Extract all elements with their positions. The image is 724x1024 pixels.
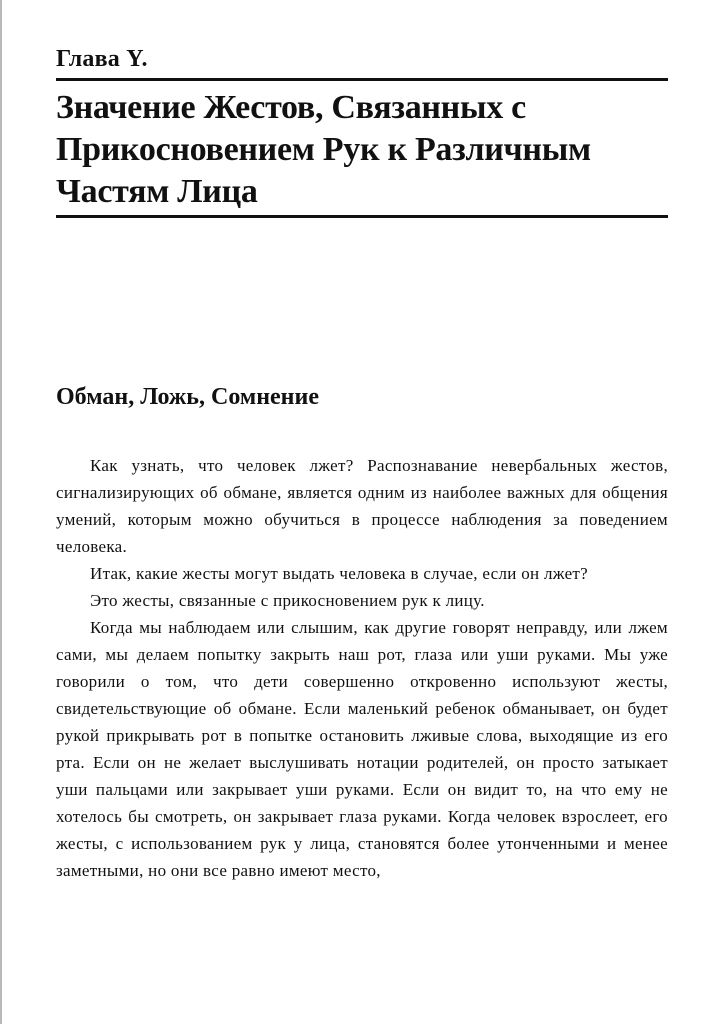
page-edge xyxy=(0,0,2,1024)
chapter-rule-bottom xyxy=(56,215,668,218)
paragraph-2: Итак, какие жесты могут выдать человека в случае, если он лжет? xyxy=(90,564,589,583)
chapter-label: Глава Y. xyxy=(56,46,148,72)
paragraph-4: Когда мы наблюдаем или слышим, как другие говорят неправду, или лжем сами, мы делаем попытку закрыть наш рот, глаза или уши руками. Мы уже говорили о том, что дети совершенно откровенно используют жесты, свидетельствующие об обмане. Если маленький ребенок обманывает, он будет рукой прикрывать рот в попытке остановить лживые слова, выходящие из его рта. Если он не желает выслушивать нотации родителей, он просто затыкает уши пальцами или закрывает уши руками. Если он видит то, на что ему не хотелось бы смотреть, он закрывает глаза руками. Когда человек взрослеет, его жесты, с использованием рук у лица, становятся более утонченными и менее заметными, но они все равно имеют место, xyxy=(56,618,668,880)
body-text xyxy=(56,452,668,884)
chapter-rule-top xyxy=(56,78,668,81)
section-heading: Обман, Ложь, Сомнение xyxy=(56,384,319,410)
paragraph-1: Как узнать, что человек лжет? Распознавание невербальных жестов, сигнализирующих об обмане, является одним из наиболее важных для общения умений, которым можно обучиться в процессе наблюдения за поведением человека. xyxy=(56,456,668,556)
paragraph-3: Это жесты, связанные с прикосновением рук к лицу. xyxy=(90,591,485,610)
chapter-title: Значение Жестов, Связанных с Прикосновением Рук к Различным Частям Лица xyxy=(56,89,591,210)
book-page xyxy=(56,44,668,884)
